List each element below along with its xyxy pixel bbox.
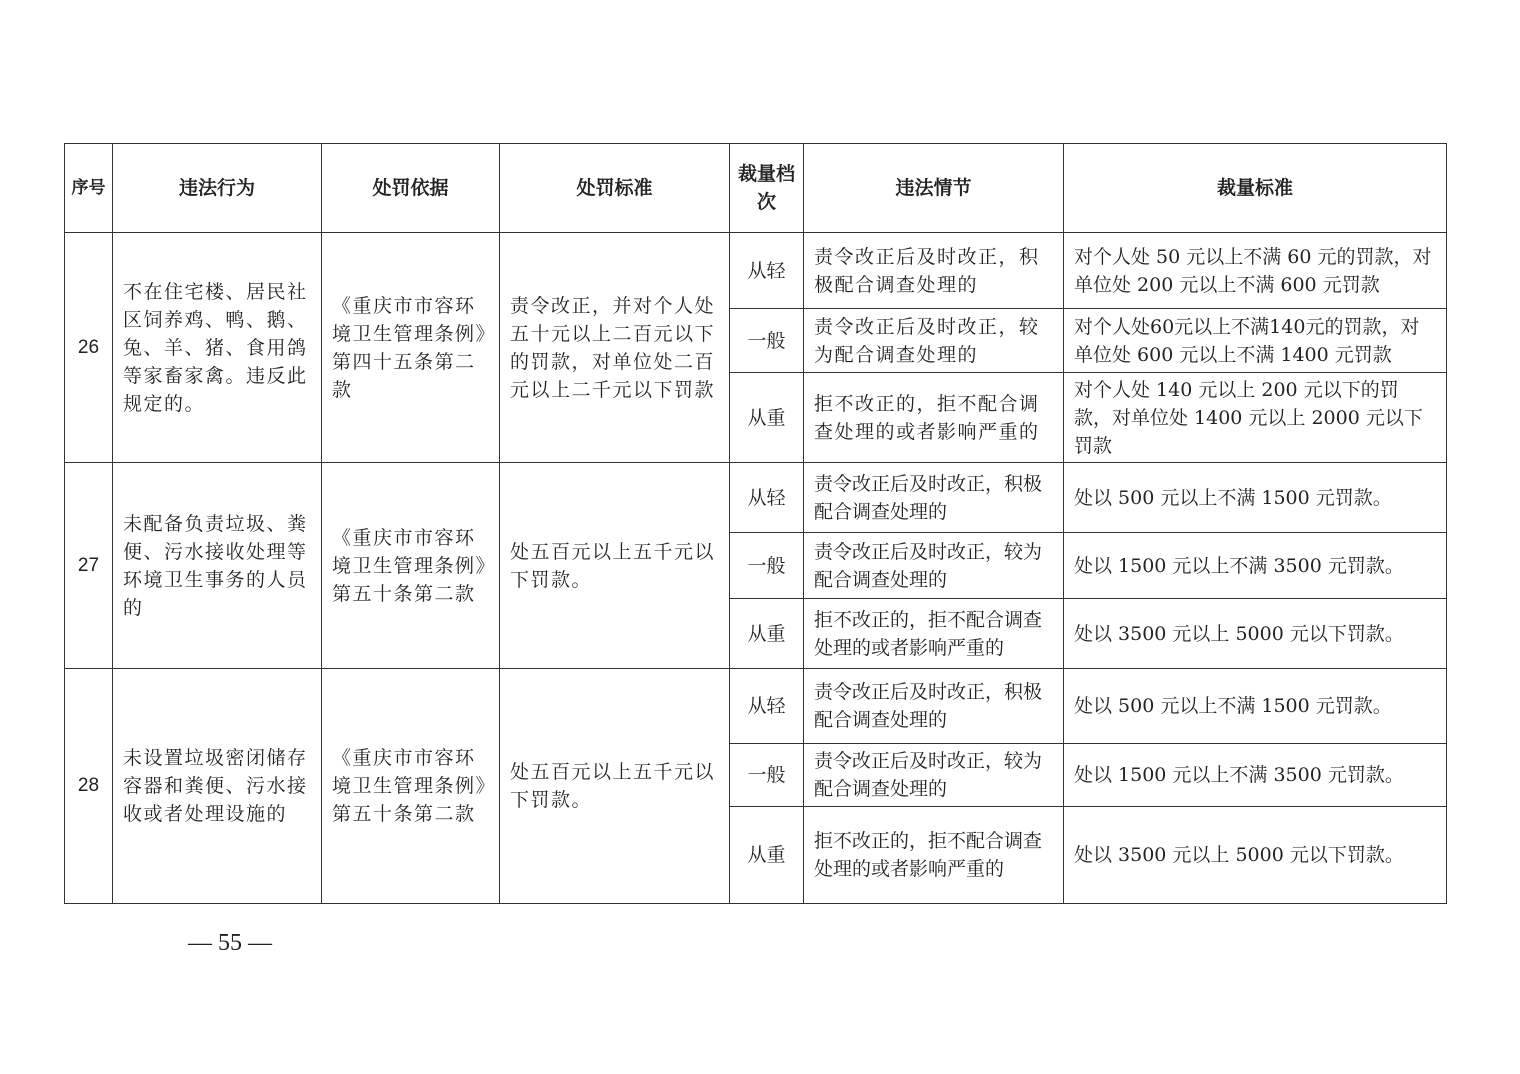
tier-circumstance: 责令改正后及时改正，较为配合调查处理的 bbox=[804, 309, 1064, 373]
row-seq: 26 bbox=[65, 233, 113, 463]
table-row bbox=[65, 233, 1447, 309]
tier-circumstance: 责令改正后及时改正，较为配合调查处理的 bbox=[804, 533, 1064, 599]
tier-circumstance: 责令改正后及时改正，积极配合调查处理的 bbox=[804, 669, 1064, 744]
tier-discretion: 处以 3500 元以上 5000 元以下罚款。 bbox=[1064, 599, 1447, 669]
tier-discretion: 处以 500 元以上不满 1500 元罚款。 bbox=[1064, 669, 1447, 744]
header-row bbox=[65, 144, 1447, 233]
tier-discretion: 处以 1500 元以上不满 3500 元罚款。 bbox=[1064, 533, 1447, 599]
header-level: 裁量档次 bbox=[730, 144, 804, 233]
penalty-table bbox=[64, 143, 1447, 904]
row-basis: 《重庆市市容环境卫生管理条例》第五十条第二款 bbox=[322, 669, 500, 904]
tier-level: 从轻 bbox=[730, 233, 804, 309]
tier-level: 一般 bbox=[730, 744, 804, 807]
row-act: 不在住宅楼、居民社区饲养鸡、鸭、鹅、兔、羊、猪、食用鸽等家畜家禽。违反此规定的。 bbox=[113, 233, 322, 463]
tier-circumstance: 责令改正后及时改正，积极配合调查处理的 bbox=[804, 233, 1064, 309]
tier-discretion: 处以 3500 元以上 5000 元以下罚款。 bbox=[1064, 807, 1447, 904]
tier-level: 一般 bbox=[730, 533, 804, 599]
tier-level: 从重 bbox=[730, 807, 804, 904]
header-basis: 处罚依据 bbox=[322, 144, 500, 233]
tier-discretion: 对个人处60元以上不满140元的罚款，对单位处 600 元以上不满 1400 元罚款 bbox=[1064, 309, 1447, 373]
page-number: — 55 — bbox=[188, 930, 272, 956]
tier-level: 一般 bbox=[730, 309, 804, 373]
header-seq: 序号 bbox=[65, 144, 113, 233]
tier-level: 从重 bbox=[730, 599, 804, 669]
tier-circumstance: 拒不改正的，拒不配合调查处理的或者影响严重的 bbox=[804, 599, 1064, 669]
header-standard: 处罚标准 bbox=[500, 144, 730, 233]
header-act: 违法行为 bbox=[113, 144, 322, 233]
tier-discretion: 对个人处 140 元以上 200 元以下的罚款，对单位处 1400 元以上 2000 元以下罚款 bbox=[1064, 373, 1447, 463]
tier-circumstance: 责令改正后及时改正，积极配合调查处理的 bbox=[804, 463, 1064, 533]
tier-circumstance: 拒不改正的，拒不配合调查处理的或者影响严重的 bbox=[804, 807, 1064, 904]
table-row bbox=[65, 669, 1447, 744]
row-basis: 《重庆市市容环境卫生管理条例》第五十条第二款 bbox=[322, 463, 500, 669]
header-discretion: 裁量标准 bbox=[1064, 144, 1447, 233]
row-act: 未设置垃圾密闭储存容器和粪便、污水接收或者处理设施的 bbox=[113, 669, 322, 904]
tier-level: 从轻 bbox=[730, 669, 804, 744]
header-circumstance: 违法情节 bbox=[804, 144, 1064, 233]
tier-circumstance: 拒不改正的，拒不配合调查处理的或者影响严重的 bbox=[804, 373, 1064, 463]
row-seq: 27 bbox=[65, 463, 113, 669]
table-row bbox=[65, 463, 1447, 533]
tier-level: 从重 bbox=[730, 373, 804, 463]
tier-discretion: 处以 500 元以上不满 1500 元罚款。 bbox=[1064, 463, 1447, 533]
row-standard: 处五百元以上五千元以下罚款。 bbox=[500, 669, 730, 904]
row-act: 未配备负责垃圾、粪便、污水接收处理等环境卫生事务的人员的 bbox=[113, 463, 322, 669]
tier-discretion: 处以 1500 元以上不满 3500 元罚款。 bbox=[1064, 744, 1447, 807]
tier-discretion: 对个人处 50 元以上不满 60 元的罚款，对单位处 200 元以上不满 600 元罚款 bbox=[1064, 233, 1447, 309]
row-standard: 责令改正，并对个人处五十元以上二百元以下的罚款，对单位处二百元以上二千元以下罚款 bbox=[500, 233, 730, 463]
row-basis: 《重庆市市容环境卫生管理条例》第四十五条第二款 bbox=[322, 233, 500, 463]
row-seq: 28 bbox=[65, 669, 113, 904]
row-standard: 处五百元以上五千元以下罚款。 bbox=[500, 463, 730, 669]
tier-circumstance: 责令改正后及时改正，较为配合调查处理的 bbox=[804, 744, 1064, 807]
tier-level: 从轻 bbox=[730, 463, 804, 533]
